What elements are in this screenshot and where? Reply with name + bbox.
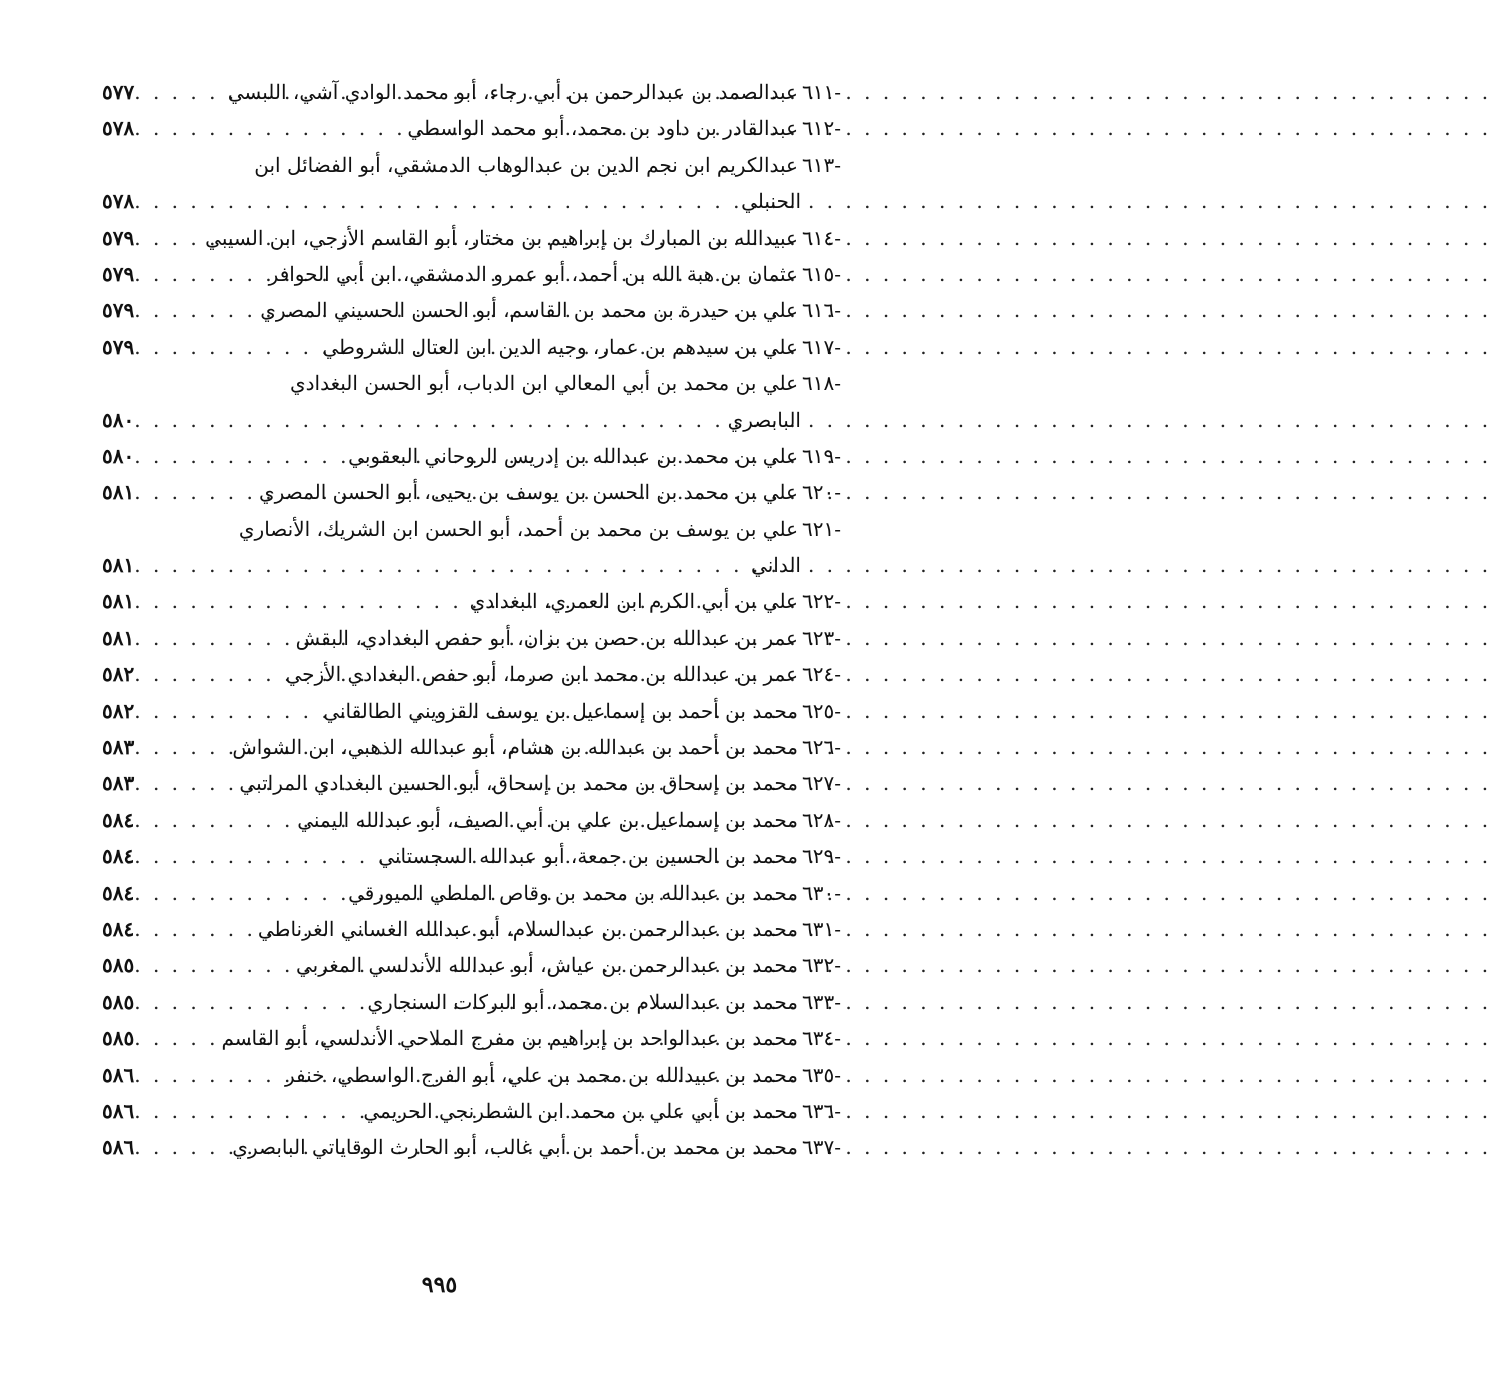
entry-number: ٦١٣-	[802, 152, 841, 177]
entry-title: علي بن سيدهم بن عمار، وجيه الدين ابن العتال الشروطي	[322, 334, 798, 359]
entry-title: علي بن أبي الكرم ابن العمري، البغدادي	[469, 589, 798, 614]
entry-title: علي بن حيدرة بن محمد بن القاسم، أبو الحسن الحسيني المصري	[260, 298, 798, 323]
toc-entry	[100, 1057, 841, 1093]
dot-leader	[134, 1057, 285, 1093]
entry-number: ٦٢٨-	[802, 807, 841, 832]
entry-number: ٦٢٢-	[802, 589, 841, 614]
entry-page: ٥٧٩	[102, 298, 135, 323]
entry-page: ٥٨٥	[102, 989, 135, 1014]
entry-page: ٥٧٨	[102, 189, 135, 214]
toc-entry	[100, 220, 841, 256]
dot-leader	[134, 656, 285, 692]
dot-leader	[134, 875, 348, 911]
dot-leader	[134, 1129, 232, 1165]
entry-title: علي بن محمد بن عبدالله بن إدريس الروحاني البعقوبي	[348, 443, 798, 468]
entry-page: ٥٨١	[102, 589, 135, 614]
entry-number: ٦٢٤-	[802, 662, 841, 687]
entry-page: ٥٨٠	[102, 407, 135, 432]
entry-number: ٦١١-	[802, 79, 841, 104]
entry-page: ٥٨١	[102, 480, 135, 505]
dot-leader	[134, 220, 205, 256]
entry-page: ٥٨٣	[102, 735, 135, 760]
toc-entry	[100, 729, 841, 765]
entry-title: محمد بن محمد بن أحمد بن أبي غالب، أبو الحارث الوقاياتي البابصري	[232, 1135, 798, 1160]
entry-title: علي بن يوسف بن محمد بن أحمد، أبو الحسن ابن الشريك، الأنصاري	[238, 516, 798, 541]
entry-page: ٥٨٦	[102, 1135, 135, 1160]
entry-page: ٥٧٩	[102, 334, 135, 359]
entry-number: ٦٣١-	[802, 916, 841, 941]
entry-page: ٥٨٤	[102, 916, 135, 941]
entry-number: ٦٢٠-	[802, 480, 841, 505]
entry-number: ٦٣٠-	[802, 880, 841, 905]
entry-number: ٦٢١-	[802, 516, 841, 541]
toc-entry	[100, 511, 841, 547]
toc-entry	[100, 438, 841, 474]
dot-leader	[134, 292, 260, 328]
toc-entry	[100, 147, 841, 183]
entry-number: ٦١٨-	[802, 371, 841, 396]
entry-title: عبيدالله بن المبارك بن إبراهيم بن مختار، أبو القاسم الأزجي، ابن السيبي	[205, 225, 798, 250]
entry-number: ٦١٤-	[802, 225, 841, 250]
dot-leader	[134, 438, 348, 474]
entry-title: محمد بن أحمد بن إسماعيل بن يوسف القزويني الطالقاني	[323, 698, 798, 723]
entry-number: ٦٣٥-	[802, 1062, 841, 1087]
entry-title: محمد بن الحسين بن جمعة، أبو عبدالله السجستاني	[378, 844, 798, 869]
entry-number: ٦٢٣-	[802, 625, 841, 650]
entry-number: ٦١٦-	[802, 298, 841, 323]
entry-title: علي بن محمد بن أبي المعالي ابن الدباب، أبو الحسن البغدادي	[289, 371, 798, 396]
toc-entry	[100, 656, 841, 692]
entry-page: ٥٨٣	[102, 771, 135, 796]
entry-title: عمر بن عبدالله بن محمد ابن صرما، أبو حفص البغدادي الأزجي	[285, 662, 798, 687]
dot-leader	[134, 329, 322, 365]
entry-page: ٥٨٤	[102, 880, 135, 905]
entry-page: ٥٧٧	[102, 79, 135, 104]
toc-entry	[100, 1093, 841, 1129]
entry-number: ٦٣٦-	[802, 1098, 841, 1123]
dot-leader	[134, 256, 268, 292]
toc-entry	[100, 292, 841, 328]
entry-page: ٥٨٦	[102, 1098, 135, 1123]
dot-leader	[134, 984, 367, 1020]
entry-title: عبدالكريم ابن نجم الدين بن عبدالوهاب الدمشقي، أبو الفضائل ابن	[254, 152, 798, 177]
entry-page: ٥٧٩	[102, 261, 135, 286]
entry-title: محمد بن أبي علي بن محمد ابن الشطرنجي الحريمي	[363, 1098, 798, 1123]
dot-leader	[134, 183, 741, 219]
entry-page: ٥٨٠	[102, 443, 135, 468]
entry-page: ٥٨٢	[102, 698, 135, 723]
entry-number: ٦٣٣-	[802, 989, 841, 1014]
entry-page: ٥٨٤	[102, 844, 135, 869]
entry-title: محمد بن عبدالسلام بن محمد، أبو البركات السنجاري	[367, 989, 798, 1014]
toc-entry	[100, 402, 841, 438]
entry-title: محمد بن عبدالواحد بن إبراهيم بن مفرج الملاحي الأندلسي، أبو القاسم	[221, 1026, 798, 1051]
entry-page: ٥٨٤	[102, 807, 135, 832]
entry-number: ٦١٧-	[802, 334, 841, 359]
entry-title: علي بن محمد بن الحسن بن يوسف بن يحيى، أبو الحسن المصري	[259, 480, 798, 505]
dot-leader	[134, 547, 751, 583]
entry-title: محمد بن أحمد بن عبدالله بن هشام، أبو عبدالله الذهبي، ابن الشواش	[232, 735, 798, 760]
dot-leader	[134, 583, 469, 619]
entry-page: ٥٨٥	[102, 1026, 135, 1051]
page-number: ٩٩٥	[421, 1272, 458, 1298]
toc-entry	[100, 947, 841, 983]
toc-entry	[100, 984, 841, 1020]
entry-number: ٦٣٧-	[802, 1135, 841, 1160]
entry-page: ٥٨٢	[102, 662, 135, 687]
entry-page: ٥٨١	[102, 553, 135, 578]
entry-title: عبدالقادر بن داود بن محمد، أبو محمد الواسطي	[407, 116, 798, 141]
entry-title: عثمان بن هبة الله بن أحمد، أبو عمرو الدمشقي، ابن أبي الحوافر	[268, 261, 798, 286]
toc-entry	[100, 1020, 841, 1056]
entry-page: ٥٨٦	[102, 1062, 135, 1087]
dot-leader	[134, 1020, 221, 1056]
toc-entry	[100, 620, 841, 656]
entry-page: ٥٨٥	[102, 953, 135, 978]
entry-title: محمد بن عبيدالله بن محمد بن علي، أبو الفرج الواسطي، خنفر	[284, 1062, 798, 1087]
entry-title: محمد بن إسماعيل بن علي بن أبي الصيف، أبو عبدالله اليمني	[297, 807, 798, 832]
dot-leader	[134, 1093, 363, 1129]
dot-leader	[134, 911, 258, 947]
toc-entry	[100, 365, 841, 401]
entry-number: ٦١٢-	[802, 116, 841, 141]
entry-title: البابصري	[727, 407, 801, 432]
entry-number: ٦٣٤-	[802, 1026, 841, 1051]
dot-leader	[134, 765, 239, 801]
toc-entry	[100, 838, 841, 874]
toc-entry	[100, 474, 841, 510]
dot-leader	[134, 110, 407, 146]
dot-leader	[134, 729, 232, 765]
entry-number: ٦٢٥-	[802, 698, 841, 723]
toc-entry	[100, 256, 841, 292]
entry-number: ٦١٩-	[802, 443, 841, 468]
entry-title: محمد بن عبدالله بن محمد بن وقاص الملطي الميورقي	[348, 880, 798, 905]
dot-leader	[134, 947, 296, 983]
entry-page: ٥٧٩	[102, 225, 135, 250]
entry-title: عمر بن عبدالله بن حصن بن بزان، أبو حفص البغدادي، البقش	[295, 625, 798, 650]
entry-title: الحنبلي	[741, 189, 801, 214]
toc-entry	[100, 583, 841, 619]
toc-entry	[100, 693, 841, 729]
toc-entry	[100, 329, 841, 365]
entry-title: محمد بن عبدالرحمن بن عبدالسلام، أبو عبدالله الغساني الغرناطي	[257, 916, 798, 941]
entry-title: الداني	[751, 553, 801, 578]
toc-entry	[100, 802, 841, 838]
toc-entry	[100, 911, 841, 947]
toc-entry	[100, 1129, 841, 1165]
entry-number: ٦٣٢-	[802, 953, 841, 978]
toc-entry	[100, 74, 841, 110]
dot-leader	[134, 838, 378, 874]
toc-list	[100, 74, 841, 1166]
entry-title: عبدالصمد بن عبدالرحمن بن أبي رجاء، أبو محمد الوادي آشي، اللبسي	[227, 79, 798, 104]
entry-number: ٦٢٩-	[802, 844, 841, 869]
entry-title: محمد بن إسحاق بن محمد بن إسحاق، أبو الحسين البغدادي المراتبي	[239, 771, 798, 796]
entry-page: ٥٨١	[102, 625, 135, 650]
toc-entry	[100, 110, 841, 146]
entry-page: ٥٧٨	[102, 116, 135, 141]
entry-number: ٦٢٦-	[802, 735, 841, 760]
toc-entry	[100, 547, 841, 583]
dot-leader	[134, 402, 727, 438]
dot-leader	[134, 74, 228, 110]
toc-entry	[100, 765, 841, 801]
entry-number: ٦١٥-	[802, 261, 841, 286]
toc-entry	[100, 875, 841, 911]
entry-title: محمد بن عبدالرحمن بن عياش، أبو عبدالله الأندلسي المغربي	[295, 953, 798, 978]
dot-leader	[134, 620, 295, 656]
dot-leader	[134, 693, 323, 729]
dot-leader	[134, 802, 297, 838]
dot-leader	[134, 474, 259, 510]
toc-entry	[100, 183, 841, 219]
entry-number: ٦٢٧-	[802, 771, 841, 796]
